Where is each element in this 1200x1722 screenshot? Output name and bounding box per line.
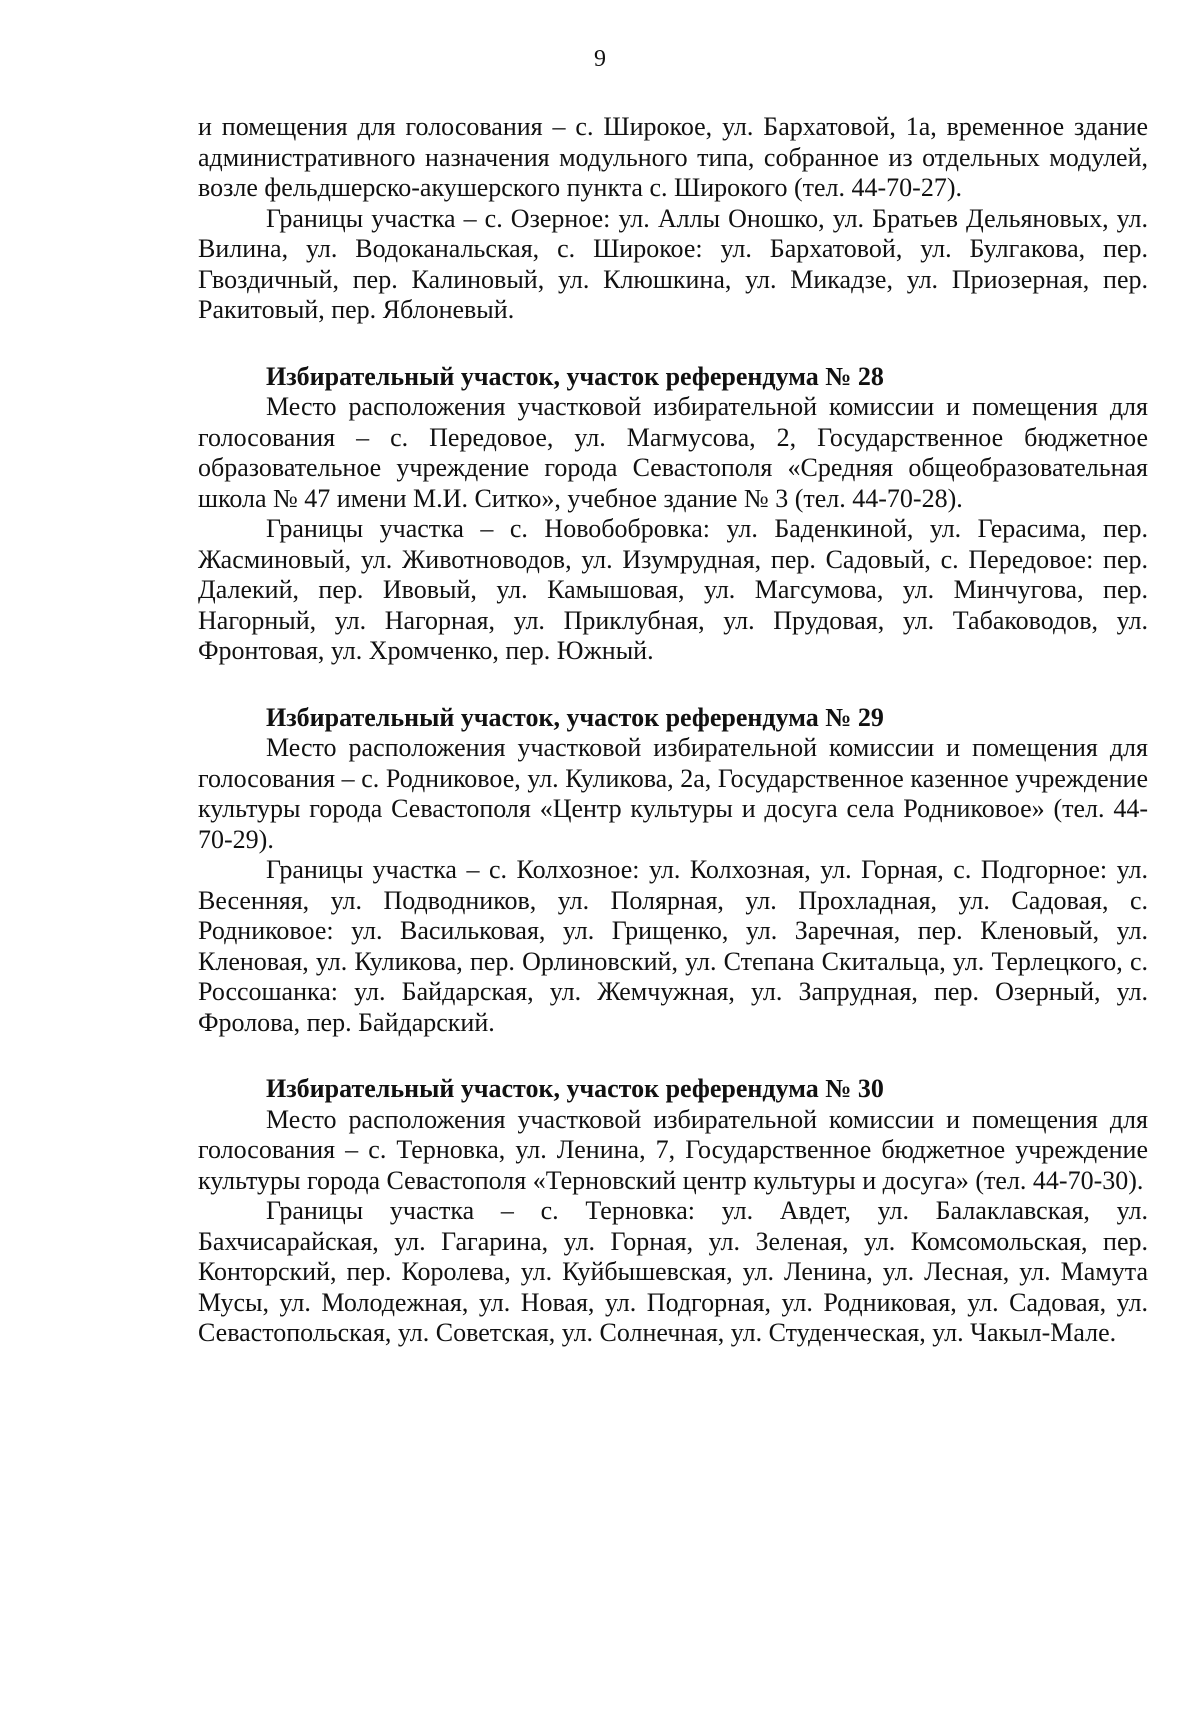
- section-heading: Избирательный участок, участок референдума № 29: [266, 702, 884, 732]
- intro-boundaries-paragraph: Границы участка – с. Озерное: ул. Аллы Оношко, ул. Братьев Дельяновых, ул. Вилина, ул. Водоканальская, с. Широкое: ул. Бархатовой, ул. Булгакова, пер. Гвоздичный, пер. Калиновый, ул. Клюшкина, ул. Микадзе, ул. Приозерная, пер. Ракитовый, пер. Яблоневый.: [198, 203, 1148, 324]
- section-location-paragraph: Место расположения участковой избирательной комиссии и помещения для голосования – с. Родниковое, ул. Куликова, 2а, Государственное казенное учреждение культуры города Севастополя «Центр культуры и досуга села Родниковое» (тел. 44-70-29).: [198, 733, 1148, 854]
- section-location-paragraph: Место расположения участковой избирательной комиссии и помещения для голосования – с. Терновка, ул. Ленина, 7, Государственное бюджетное учреждение культуры города Севастополя «Терновский центр культуры и досуга» (тел. 44-70-30).: [198, 1104, 1148, 1195]
- intro-block: [198, 112, 1148, 326]
- section-boundaries-paragraph: Границы участка – с. Терновка: ул. Авдет, ул. Балаклавская, ул. Бахчисарайская, ул. Гагарина, ул. Горная, ул. Зеленая, ул. Комсомольская, пер. Конторский, пер. Королева, ул. Куйбышевская, ул. Ленина, ул. Лесная, ул. Мамута Мусы, ул. Молодежная, ул. Новая, ул. Подгорная, ул. Родниковая, ул. Садовая, ул. Севастопольская, ул. Советская, ул. Солнечная, ул. Студенческая, ул. Чакыл-Мале.: [198, 1196, 1148, 1347]
- page-number: 9: [594, 46, 606, 72]
- intro-location-paragraph: и помещения для голосования – с. Широкое, ул. Бархатовой, 1а, временное здание административного назначения модульного типа, собранное из отдельных модулей, возле фельдшерско-акушерского пункта с. Широкого (тел. 44-70-27).: [198, 112, 1148, 202]
- section-boundaries-paragraph: Границы участка – с. Колхозное: ул. Колхозная, ул. Горная, с. Подгорное: ул. Весенняя, ул. Подводников, ул. Полярная, ул. Прохладная, ул. Садовая, с. Родниковое: ул. Васильковая, ул. Грищенко, ул. Заречная, пер. Кленовый, ул. Кленовая, ул. Куликова, пер. Орлиновский, ул. Степана Скитальца, ул. Терлецкого, с. Россошанка: ул. Байдарская, ул. Жемчужная, ул. Запрудная, пер. Озерный, ул. Фролова, пер. Байдарский.: [198, 855, 1148, 1037]
- section-boundaries-paragraph: Границы участка – с. Новобобровка: ул. Баденкиной, ул. Герасима, пер. Жасминовый, ул. Животноводов, ул. Изумрудная, пер. Садовый, с. Передовое: пер. Далекий, пер. Ивовый, ул. Камышовая, ул. Магсумова, ул. Минчугова, пер. Нагорный, ул. Нагорная, ул. Приклубная, ул. Прудовая, ул. Табаководов, ул. Фронтовая, ул. Хромченко, пер. Южный.: [198, 514, 1148, 665]
- section-location-paragraph: Место расположения участковой избирательной комиссии и помещения для голосования – с. Передовое, ул. Магмусова, 2, Государственное бюджетное образовательное учреждение города Севастополя «Средняя общеобразовательная школа № 47 имени М.И. Ситко», учебное здание № 3 (тел. 44-70-28).: [198, 392, 1148, 513]
- section-heading: Избирательный участок, участок референдума № 28: [266, 361, 884, 391]
- section-29: [198, 703, 1148, 1039]
- section-28: [198, 362, 1148, 667]
- document-body: [198, 112, 1148, 1349]
- section-heading: Избирательный участок, участок референдума № 30: [266, 1074, 884, 1103]
- section-30: [198, 1074, 1148, 1349]
